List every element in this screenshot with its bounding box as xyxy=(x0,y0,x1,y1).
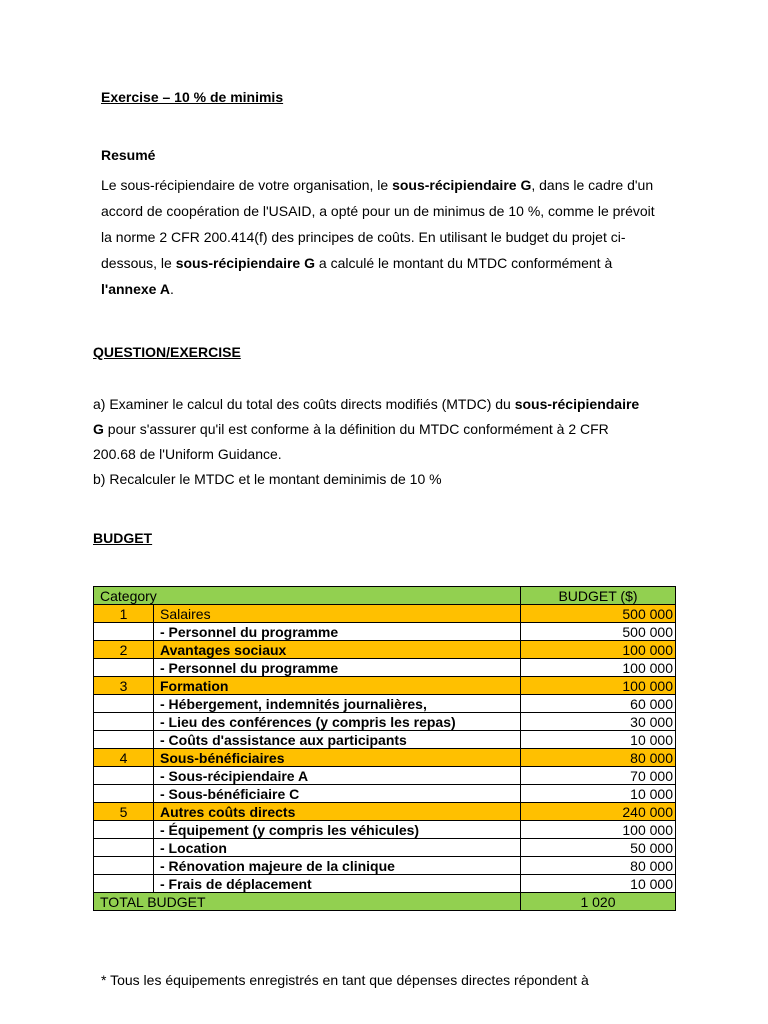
resume-paragraph xyxy=(101,172,661,302)
row-label: - Coûts d'assistance aux participants xyxy=(154,731,521,749)
resume-bold-3: l'annexe A xyxy=(101,281,170,297)
row-amount: 100 000 xyxy=(521,659,676,677)
row-number xyxy=(94,713,154,731)
row-amount: 80 000 xyxy=(521,857,676,875)
table-row xyxy=(94,875,676,893)
resume-text-4: . xyxy=(169,281,174,297)
table-row xyxy=(94,713,676,731)
resume-heading: Resumé xyxy=(101,147,156,163)
row-amount: 30 000 xyxy=(521,713,676,731)
row-number xyxy=(94,875,154,893)
row-label: - Frais de déplacement xyxy=(154,875,521,893)
row-label: - Personnel du programme xyxy=(154,623,521,641)
table-row xyxy=(94,821,676,839)
row-amount: 60 000 xyxy=(521,695,676,713)
table-row xyxy=(94,839,676,857)
table-row xyxy=(94,641,676,659)
page-title: Exercise – 10 % de minimis xyxy=(101,89,284,105)
row-number xyxy=(94,821,154,839)
row-label: - Équipement (y compris les véhicules) xyxy=(154,821,521,839)
budget-table xyxy=(93,586,676,911)
row-amount: 70 000 xyxy=(521,767,676,785)
footnote: * Tous les équipements enregistrés en tant que dépenses directes répondent à xyxy=(101,972,589,988)
row-amount: 10 000 xyxy=(521,785,676,803)
table-row xyxy=(94,731,676,749)
question-a-text-1: a) Examiner le calcul du total des coûts directs modifiés (MTDC) du xyxy=(93,396,515,412)
question-a-bold: sous-récipiendaire G xyxy=(93,396,640,437)
row-number: 4 xyxy=(94,749,154,767)
question-a-text-2: pour s'assurer qu'il est conforme à la définition du MTDC conformément à 2 CFR 200.68 de l'Uniform Guidance. xyxy=(93,421,609,462)
row-amount: 50 000 xyxy=(521,839,676,857)
row-label: - Hébergement, indemnités journalières, xyxy=(154,695,521,713)
row-number xyxy=(94,731,154,749)
resume-text-2: , dans le cadre d'un accord de coopération de l'USAID, a opté pour un de minimus de 10 %, comme le prévoit la norme 2 CFR 200.414(f) des principes de coûts. En utilisant le budget du projet ci-dessous, le xyxy=(101,177,655,271)
total-amount: 1 020 xyxy=(521,893,676,911)
row-label: Autres coûts directs xyxy=(154,803,521,821)
table-header-row xyxy=(94,587,676,605)
resume-bold-1: sous-récipiendaire G xyxy=(392,177,532,193)
resume-text-1: Le sous-récipiendaire de votre organisation, le xyxy=(101,177,393,193)
row-amount: 100 000 xyxy=(521,677,676,695)
row-amount: 500 000 xyxy=(521,623,676,641)
table-row xyxy=(94,785,676,803)
row-amount: 10 000 xyxy=(521,731,676,749)
row-number: 2 xyxy=(94,641,154,659)
table-row xyxy=(94,623,676,641)
row-amount: 500 000 xyxy=(521,605,676,623)
row-label: Salaires xyxy=(154,605,521,623)
table-row xyxy=(94,677,676,695)
table-row xyxy=(94,767,676,785)
row-label: - Sous-bénéficiaire C xyxy=(154,785,521,803)
table-row xyxy=(94,659,676,677)
question-b: b) Recalculer le MTDC et le montant deminimis de 10 % xyxy=(93,471,442,487)
table-row xyxy=(94,857,676,875)
row-number xyxy=(94,695,154,713)
row-label: - Rénovation majeure de la clinique xyxy=(154,857,521,875)
row-amount: 80 000 xyxy=(521,749,676,767)
row-number: 5 xyxy=(94,803,154,821)
row-number xyxy=(94,857,154,875)
row-number xyxy=(94,767,154,785)
row-label: - Lieu des conférences (y compris les repas) xyxy=(154,713,521,731)
row-label: Avantages sociaux xyxy=(154,641,521,659)
row-number: 3 xyxy=(94,677,154,695)
row-number xyxy=(94,623,154,641)
row-label: - Sous-récipiendaire A xyxy=(154,767,521,785)
table-total-row xyxy=(94,893,676,911)
total-label: TOTAL BUDGET xyxy=(94,893,521,911)
header-category: Category xyxy=(94,587,521,605)
budget-heading: BUDGET xyxy=(93,530,153,546)
row-amount: 240 000 xyxy=(521,803,676,821)
question-a xyxy=(93,392,653,467)
row-amount: 100 000 xyxy=(521,641,676,659)
header-budget: BUDGET ($) xyxy=(521,587,676,605)
row-number xyxy=(94,839,154,857)
table-row xyxy=(94,749,676,767)
row-number xyxy=(94,659,154,677)
table-row xyxy=(94,803,676,821)
row-label: - Personnel du programme xyxy=(154,659,521,677)
table-row xyxy=(94,605,676,623)
row-amount: 10 000 xyxy=(521,875,676,893)
question-heading: QUESTION/EXERCISE xyxy=(93,344,241,360)
row-label: Formation xyxy=(154,677,521,695)
resume-text-3: a calculé le montant du MTDC conformément à xyxy=(315,255,613,271)
resume-bold-2: sous-récipiendaire G xyxy=(175,255,315,271)
table-row xyxy=(94,695,676,713)
row-number: 1 xyxy=(94,605,154,623)
row-label: Sous-bénéficiaires xyxy=(154,749,521,767)
row-label: - Location xyxy=(154,839,521,857)
row-number xyxy=(94,785,154,803)
row-amount: 100 000 xyxy=(521,821,676,839)
question-text xyxy=(93,392,653,492)
